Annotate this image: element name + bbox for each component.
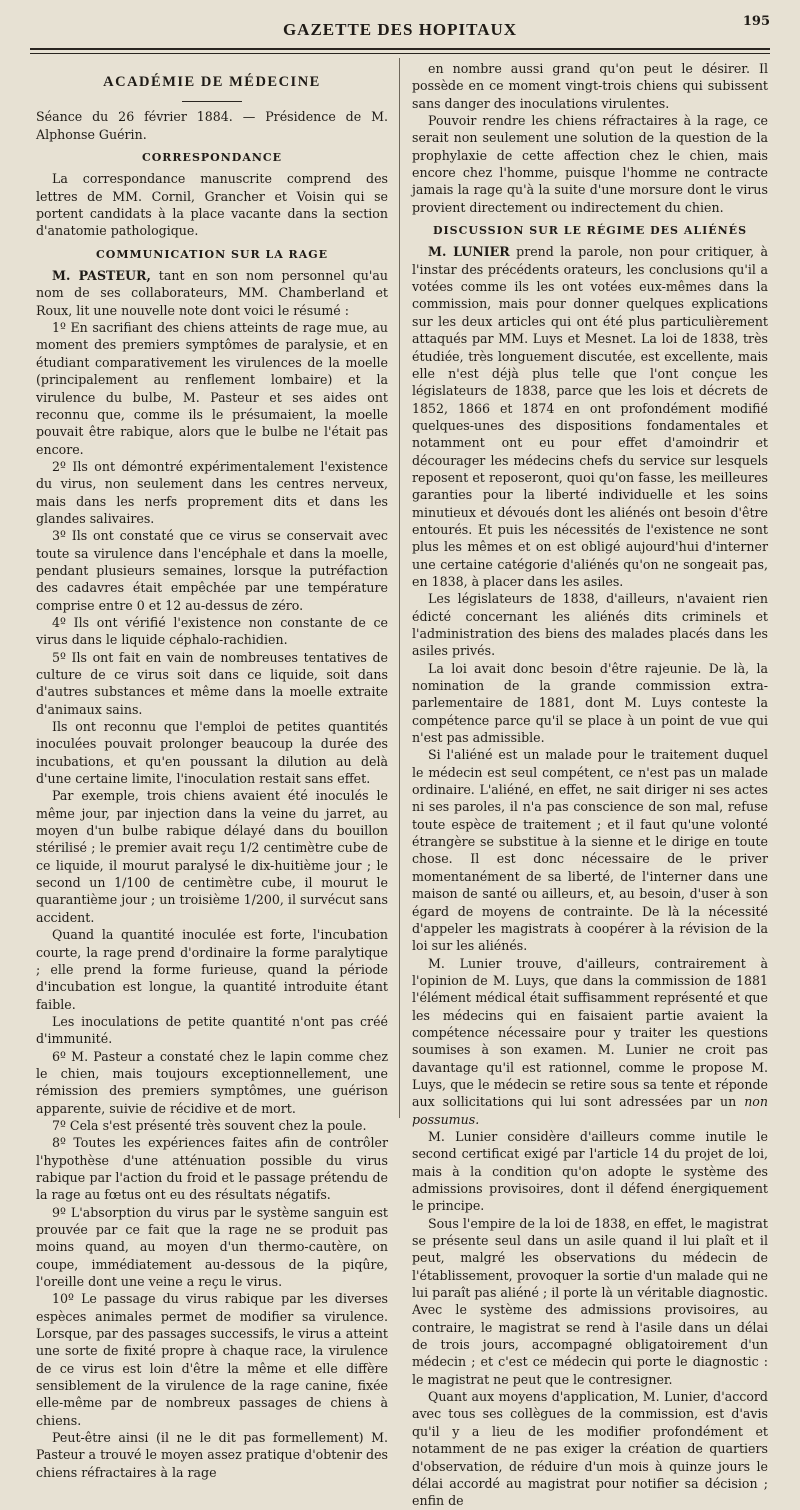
discussion-paragraphs-continued	[412, 1128, 768, 1510]
session-line: Séance du 26 février 1884. — Présidence de M. Alphonse Guérin.	[36, 109, 388, 142]
paragraph: 7º Cela s'est présenté très souvent chez la poule.	[52, 1117, 367, 1133]
header-rule-thin	[30, 53, 770, 54]
continuation-paragraphs	[412, 60, 768, 216]
paragraph: Si l'aliéné est un malade pour le traitement duquel le médecin est seul compétent, ce n'est pas un malade ordinaire. L'aliéné, en effet, ne sait diriger ni ses actes ni ses paroles, il n'a pas conscience de son mal, refuse toute espèce de traitement ; et il faut qu'une volonté étrangère se substitue à la sienne et le dirige en toute chose. Il est donc nécessaire de le priver momentanément de sa liberté, de l'interner dans une maison de santé ou ailleurs, et, au besoin, d'user à son égard de moyens de contrainte. De là la nécessité d'appeler les magistrats à coopérer à la révision de la loi sur les aliénés.	[412, 747, 768, 954]
paragraph: 6º M. Pasteur a constaté chez le lapin comme chez le chien, mais toujours exceptionnellement, une rémission des premiers symptômes, une guérison apparente, suivie de récidive et de mort.	[36, 1048, 388, 1116]
paragraph: Les législateurs de 1838, d'ailleurs, n'avaient rien édicté concernant les aliénés dits criminels et l'administration des biens des malades placés dans les asiles privés.	[412, 591, 768, 659]
page-header	[30, 14, 770, 48]
communication-heading: COMMUNICATION SUR LA RAGE	[95, 247, 329, 261]
paragraph: 1º En sacrifiant des chiens atteints de rage mue, au moment des premiers symptômes de paralysie, et en étudiant comparativement les virulences de la moelle (principalement au renflement lombaire) et la virulence du bulbe, M. Pasteur et ses aides ont reconnu que, comme ils le présumaient, la moelle pouvait être rabique, alors que le bulbe ne l'était pas encore.	[36, 320, 388, 457]
paragraph: Quant aux moyens d'application, M. Lunier, d'accord avec tous ses collègues de la commission, est d'avis qu'il y a lieu de les modifier profondément et notamment de ne pas exiger la création de quartiers d'observation, de réduire d'un mois à quinze jours le délai accordé au magistrat pour notifier sa décision ; enfin de	[412, 1389, 768, 1509]
paragraph: Pouvoir rendre les chiens réfractaires à la rage, ce serait non seulement une solution de la question de la prophylaxie de cette affection chez le chien, mais encore chez l'homme, puisque l'homme ne contracte jamais la rage qu'à la suite d'une morsure dont le virus provient directement ou indirectement du chien.	[412, 113, 768, 215]
page-number: 195	[742, 14, 770, 29]
paragraph: 3º Ils ont constaté que ce virus se conservait avec toute sa virulence dans l'encéphale et dans la moelle, pendant plusieurs semaines, lorsque la putréfaction des cadavres était empêchée par une température comprise entre 0 et 12 au-dessus de zéro.	[36, 528, 388, 613]
academie-heading: ACADÉMIE DE MÉDECINE	[103, 74, 321, 90]
header-rule	[30, 48, 770, 50]
paragraph: 10º Le passage du virus rabique par les diverses espèces animales permet de modifier sa virulence. Lorsque, par des passages successifs, le virus a atteint une sorte de fixité propre à chaque race, la virulence de ce virus est loin d'être la même et elle diffère sensiblement de la virulence de la rage canine, fixée elle-même par de nombreux passages de chiens à chiens.	[36, 1291, 388, 1428]
lunier-intro	[412, 243, 768, 590]
journal-title: GAZETTE DES HOPITAUX	[282, 20, 518, 39]
lunier-intro-text: prend la parole, non pour critiquer, à l'instar des précédents orateurs, les conclusions qu'il a votées comme ils les ont votées eux-mêmes dans la commission, mais pour donner quelques explications sur les deux articles qui ont été plus particulièrement attaqués par MM. Luys et Mesnet. La loi de 1838, très étudiée, très longuement discutée, est excellente, mais elle n'est déjà plus telle que l'ont conçue les législateurs de 1838, parce que les lois et décrets de 1852, 1866 et 1874 en ont profondément modifié quelques-unes des dispositions fondamentales et notamment ont eu pour effet d'amoindrir et décourager les médecins chefs du service sur lesquels reposent et reposeront, quoi qu'on fasse, les meilleures garanties pour la liberté individuelle et les soins minutieux et dévoués dont les aliénés ont besoin d'être entourés. Et puis les nécessités de l'existence ne sont plus les mêmes et on est obligé aujourd'hui d'interner une certaine catégorie d'aliénés qu'on ne songeait pas, en 1838, à placer dans les asiles.	[412, 244, 769, 589]
paragraph: en nombre aussi grand qu'on peut le désirer. Il possède en ce moment vingt-trois chiens qui subissent sans danger des inoculations virulentes.	[412, 61, 768, 111]
pasteur-intro-text: tant en son nom personnel qu'au nom de ses collaborateurs, MM. Chamberland et Roux, lit une nouvelle note dont voici le résumé :	[36, 268, 389, 318]
column-divider	[399, 58, 400, 1118]
discussion-paragraphs	[412, 590, 768, 1128]
pasteur-points	[36, 319, 388, 1481]
paragraph: 9º L'absorption du virus par le système sanguin est prouvée par ce fait que la rage ne se produit pas moins quand, au moyen d'un thermo-cautère, on coupe, immédiatement au-dessous de la piqûre, l'oreille dont une veine a reçu le virus.	[36, 1204, 388, 1290]
left-column	[36, 60, 389, 1480]
speaker-pasteur: M. PASTEUR,	[52, 268, 151, 284]
paragraph: La loi avait donc besoin d'être rajeunie. De là, la nomination de la grande commission extra-parlementaire de 1881, dont M. Luys conteste la compétence parce qu'il se place à un point de vue qui n'est pas admissible.	[412, 660, 768, 746]
paragraph: 8º Toutes les expériences faites afin de contrôler l'hypothèse d'une atténuation possible du virus rabique par l'action du froid et le passage prétendu de la rage au fœtus ont eu des résultats négatifs.	[36, 1135, 388, 1203]
correspondance-heading: CORRESPONDANCE	[141, 151, 283, 165]
paragraph: Sous l'empire de la loi de 1838, en effet, le magistrat se présente seul dans un asile quand il lui plaît et il peut, malgré les observations du médecin de l'établissement, provoquer la sortie d'un malade qui ne lui paraît pas aliéné ; il porte là un véritable diagnostic. Avec le système des admissions provisoires, au contraire, le magistrat se rend à l'asile dans un délai de trois jours, accompagné obligatoirement d'un médecin ; et c'est ce médecin qui porte le diagnostic : le magistrat ne peut que le contresigner.	[412, 1215, 768, 1387]
speaker-lunier: M. LUNIER	[428, 244, 510, 260]
paragraph: M. Lunier trouve, d'ailleurs, contrairement à l'opinion de M. Luys, que dans la commission de 1881 l'élément médical était suffisamment représenté et que les médecins qui en faisaient partie avaient la compétence nécessaire pour y traiter les questions soumises à son examen. M. Lunier ne croit pas davantage qu'il est rationnel, comme le propose M. Luys, que le médecin se retire sous sa tente et réponde aux sollicitations qui lui sont adressées par un non possumus.	[412, 955, 768, 1127]
heading-rule	[182, 101, 242, 102]
paragraph: Ils ont reconnu que l'emploi de petites quantités inoculées pouvait prolonger beaucoup la durée des incubations, et qu'en poussant la dilution au delà d'une certaine limite, l'inoculation restait sans effet.	[36, 719, 388, 787]
right-column	[412, 60, 769, 1509]
discussion-heading: DISCUSSION SUR LE RÉGIME DES ALIÉNÉS	[432, 224, 748, 238]
paragraph: Quand la quantité inoculée est forte, l'incubation courte, la rage prend d'ordinaire la forme paralytique ; elle prend la forme furieuse, quand la période d'incubation est longue, la quantité introduite étant faible.	[36, 927, 388, 1012]
correspondance-paragraph: La correspondance manuscrite comprend des lettres de MM. Cornil, Grancher et Voisin qui se portent candidats à la place vacante dans la section d'anatomie pathologique.	[36, 171, 388, 239]
latin-phrase: non possumus.	[412, 1094, 768, 1127]
paragraph: Peut-être ainsi (il ne le dit pas formellement) M. Pasteur a trouvé le moyen assez pratique d'obtenir des chiens réfractaires à la rage	[36, 1430, 388, 1480]
paragraph: 2º Ils ont démontré expérimentalement l'existence du virus, non seulement dans les centres nerveux, mais dans les nerfs proprement dits et dans les glandes salivaires.	[36, 458, 388, 526]
paragraph: Les inoculations de petite quantité n'ont pas créé d'immunité.	[36, 1013, 388, 1047]
paragraph: 4º Ils ont vérifié l'existence non constante de ce virus dans le liquide céphalo-rachidien.	[36, 614, 388, 648]
pasteur-intro	[36, 267, 388, 319]
paragraph: Par exemple, trois chiens avaient été inoculés le même jour, par injection dans la veine du jarret, au moyen d'un bulbe rabique délayé dans du bouillon stérilisé ; le premier avait reçu 1/2 centimètre cube de ce liquide, il mourut paralysé le dix-huitième jour ; le second un 1/100 de centimètre cube, il mourut le quarantième jour ; un troisième 1/200, il survécut sans accident.	[36, 788, 388, 925]
paragraph: 5º Ils ont fait en vain de nombreuses tentatives de culture de ce virus soit dans ce liquide, soit dans d'autres substances et même dans la moelle extraite d'animaux sains.	[36, 649, 388, 717]
paragraph: M. Lunier considère d'ailleurs comme inutile le second certificat exigé par l'article 14 du projet de loi, mais à la condition qu'on adopte le système des admissions provisoires, dont il défend énergiquement le principe.	[412, 1128, 768, 1214]
